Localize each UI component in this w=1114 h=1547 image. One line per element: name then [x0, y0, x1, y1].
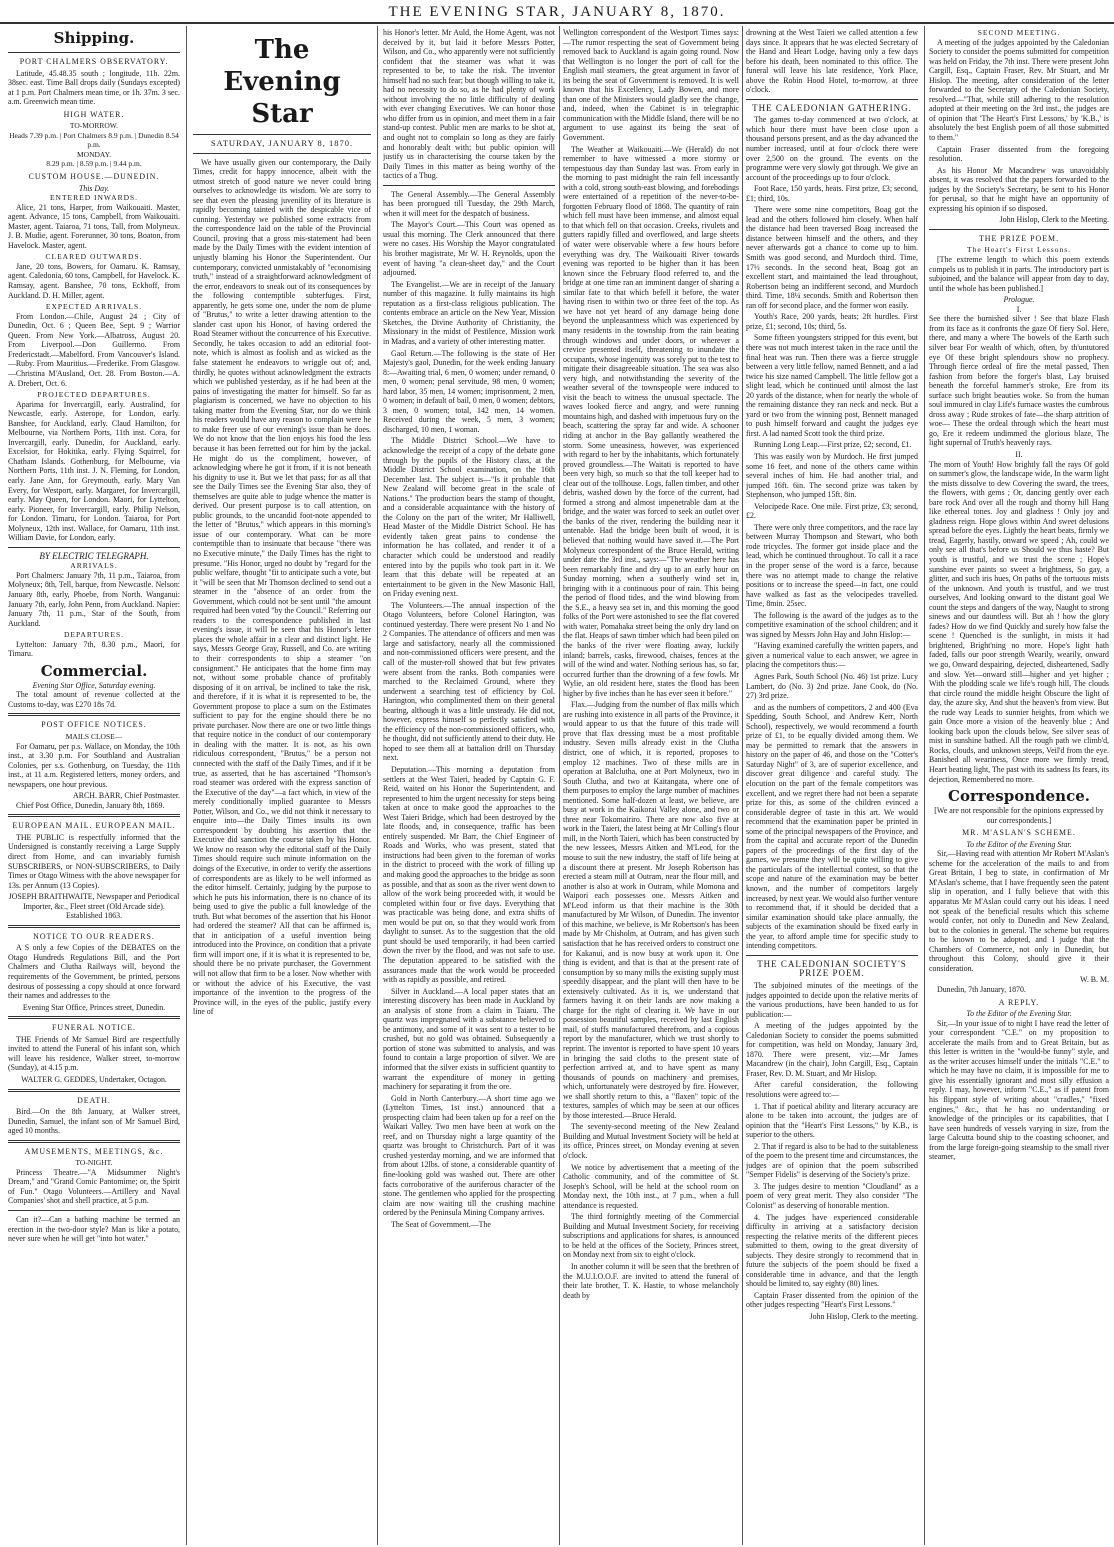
long-leap-text: This was easily won by Murdoch. He first jumped some 16 feet, and none of the others came within several inches of him. He had another trial, and jumped 16ft. 6in. The second prize was taken by Stephenson, who jumped 15ft. 8in.: [746, 451, 918, 500]
second-meeting-sign: John Hislop, Clerk to the Meeting.: [999, 215, 1109, 225]
entered-text: Alice, 21 tons, Harper, from Waikouaiti. Master, agent. Advance, 15 tons, Campbell, from Waikouaiti. Master, agent. Taiaroa, 71 tons, Tall, from Molyneux. J. B. Mudie, agent. Forerunner, 30 tons, Boaton, from Havelock. Master, agent.: [8, 202, 180, 250]
divider: [746, 99, 918, 100]
divider: [8, 814, 180, 817]
volunteers: The Volunteers.—The annual inspection of the Otago Volunteers, before Colonel Harington, was continued yesterday. There were present No 1 and No 2 Companies. The attendance of officers and men was large and satisfactory, nearly all the commissioned and non-commissioned officers were present, and the call of the muster-roll showed that but few privates were absent from the ranks. Both companies were marched to the Reclaimed Ground, where they underwent a searching test of efficiency by Col. Harington, who complimented them on their general bearing, although it was a little unsteady. He did not, however, express himself so perfectly satisfied with the efficiency of the non-commissioned officers, who, he thought, did not sufficiently attend to their duty. He hoped to see them all at battalion drill on Thursday next.: [383, 600, 555, 763]
projected-text: Aparima for Invercargill, early. Australind, for Newcastle, early. Asterope, for London, early. Banshee, for Auckland, early. Claud Hamilton, for Melbourne, via Northern Ports, 11th inst. Cora, for Invercargill, early. Dunedin, for Auckland, early. Excelsior, for Hokitika, early. Flying Squirrel, for Chatham Islands. Gothenburg, for Melbourne, via Northern Ports, 11th inst. J. N. Fleming, for London, early. Jane Ann, for Greymouth, early. Mary Van Every, for Westport, early. Margaret, for Invercargill, early. May Queen, for London. Maori, for Lyttelton, early. Pioneer, for Invercargill, early. Philip Nelson, for London. Timaru, for London. Taiaroa, for Port Molyneux, 12th inst. Wallace, for Oamaru, 11th inst. William Davie, for London, early.: [8, 399, 180, 543]
telegraph-title: BY ELECTRIC TELEGRAPH.: [39, 550, 149, 561]
column-divider: [924, 26, 925, 1545]
second-meeting-title: SECOND MEETING.: [977, 28, 1061, 37]
second-meeting-resolution: As his Honor Mr Macandrew was unavoidably absent, it was resolved that the papers forwarded to the judges by the Society's Secretary, be sent to his Honor for perusal, so that he might have an opportunity of expressing his opinion if so disposed.: [929, 165, 1109, 213]
poem-part-two: The morn of Youth! How brightly fall the rays Of gold on summer's glow, the landscape wide, In the warm light the mists dissolve to dew Covering the sward, the trees, the flowers, with gems ; Or, dancing gently over each bare rock And over all the rough and thorny hill Hang like ethereal tones. Joy and gladness ! Only joy and gladness reign. Hope glows within And sweet delusions spread before the eyes. Lightly the heart beats, firmly we tread, Eagerly, hastily, onward we speed ; Ah, could we only see all that's before us Should we thus haste? But youth is trustful, and we trust the scene ; Hope's sunshine ever paints so sweet a brightness, So gay, a glitter, and such iris hues, On paths of the tortuous mists of the unknown. And youth is trustful, and we trust ourselves, And looking onward to the distant goal We count the steps and dangers of the way, Naught to strong sinews and our dauntless will. But ah ! how the glory fades? How do we find Quickly and surely how false the scene ! Quenched is the sunlight, in mists it had brightened, Bright'ning no more. Hope's light hath faded, falls our poor strength Wearily, wearily, onward we go, Onward despairing, dejected, disheartened, Sadly and slow. Yet—onward still—higher and yet higher ; With the plodding scale we life's rough hill, The clouds that circle round the middle height Obscure the light of day, the azure sky, And shut the heaven's from view. But the rude way Leads to sunnier heights, from which we gain Once more a vision of the heavenly blue ; And looking back upon the clouds below, See silver seas of mist in sunshine bathed. All the rough path we climb'd, Rocks, clouds, and unknown steeps, Veil'd from the eye. Banished all weariness, Once more we firmly tread, Heart beating light, The past with its sadness Its fears, its dejection, Remembered no more.: [929, 459, 1109, 784]
column-divider: [377, 26, 378, 1545]
flax: Flax.—Judging from the number of flax mills which are rushing into existence in all parts of the Province, it would appear to us that the future of this trade will prove that flax dressing must be a most profitable industry. Seven mills already exist in the Clutha district, one of which, it is reported, proposes to employ 12 machines. Two of these mills are in operation at Balclutha, one at Port Molyneux, two in South Clutha, and two at Kaitangata, where one of them purposes to employ the large number of machines mentioned. Some half-dozen at least, we believe, are busy at work in the Kaikorai Valley alone, and two or three near Tokomairiro. There are now also five at work in the Taieri, the latest being at Mr Colling's flour mill, in the North Taieri, which has been constructed by the new lessees, Messrs Aitken and M'Leod, for the mouse to suit the new industry, the staff of life being at a discount there at present. Mr Joseph Robertson has erected a steam mill at Outram, near the flour mill, and another is also at work in Outram, while Momona and Waipori each possesses one. Messrs Aitken and M'Leod inform us that their machine is the 30th manufactured by Mr Wilson, of Dunedin. The inventor of this machine, we believe, is Mr Robertson's has been made by Mr Chisholm, at Outram, and has given such satisfaction that he has received orders to construct one for Kakanui, and is now busy at work upon it. One thing is evident, and that is that at the present rate of consumption by so many mills the existing supply must speedily disappear, and the plant will then have to be extensively cultivated. As it is, we understand that farmers having it on their lands are now making a charge for the right of clearing it. We have in our possession beautiful samples, received by last English mail, of stuffs manufactured therefrom, and a copious report by the manufacturer, which we trust shortly to reprint. The inventor is reported to have spent 10 years in bringing the said cloths to the present state of perfection arrived at, and to have spent as many thousands of pounds on machinery and premises, which, unfortunately were destroyed by fire. However, we shall shortly return to this, a "flaxen" topic of the textures, samples of which may be seen at our offices by those interested.—Bruce Herald.: [563, 700, 739, 1120]
evangelist: The Evangelist.—We are in receipt of the January number of this magazine. It fully maintains its high reputation as a first-class religious publication. The contents embrace an article on the New Year, Mission Sketches, the Divine Authority of Christianity, the Missionary in the midst of Pestilence, Mission work in Madras, and a variety of other interesting matter.: [383, 279, 555, 346]
funeral-text: THE Friends of Mr Samuel Bird are respectfully invited to attend the Funeral of his infant son, which will leave his residence, Walker street, to-morrow (Sunday), at 4.15 p.m.: [8, 1034, 180, 1073]
silver-in-auckland: Silver in Auckland.—A local paper states that an interesting discovery has been made in Auckland by an analysis of stone from a claim in Taiaru. The quartz was impregnated with a substance believed to be antimony, and some of it was sent to a tester to be crushed, but no gold was obtained. Subsequently a portion of stone was submitted to analysis, and was found to contain a large proportion of silver. We are informed that the silver exists in sufficient quantity to warrant the expenditure of money in getting machinery for separating it from the ore.: [383, 986, 555, 1092]
column-6: [929, 28, 1109, 1543]
prize-meeting: A meeting of the judges appointed by the Caledonian Society to consider the poems submitted for competition, was held on Monday, January 3rd, 1870. There were present, viz:—Mr James Macandrew (in the chair), John Cargill, Esq., Captain Fraser, Rev. D. M. Stuart, and Mr Hislop.: [746, 1021, 918, 1078]
expected-title: EXPECTED ARRIVALS.: [45, 302, 143, 312]
divider: [8, 1210, 180, 1211]
correspondence-heading: Correspondence.: [948, 787, 1090, 806]
scheme-to: To the Editor of the Evening Star.: [966, 839, 1072, 849]
column-4: [563, 28, 739, 1543]
column-3: [383, 28, 555, 1543]
scheme-date: Dunedin, 7th January, 1870.: [937, 984, 1026, 994]
commercial-heading: Commercial.: [40, 661, 148, 680]
reply-text: Sir,—In your issue of to night I have read the letter of your correspondent "C.E." on my proposition to accelerate the mails from and to Great Britain, but as this letter is written in the "would-be funny" style, and as the writer accuses himself under the initials "C.E." to which he may have no claim, it is impossible for me to give his essentially ignorant and most silly effusion a reply. I may, however, inform "C.E.," as if patent from his flippant style of writing about "cradles," "fixed engines," &c., that he has no understanding or knowledge of the principles or its capabilities, that I have seen hundreds of vessels varying in size, from the large Calcutta bound ship to the coasting schooner, and from the large foreign-going steamship to the small river steamer,: [929, 1018, 1109, 1162]
foot-race-text: There were some nine competitors, Boag got the lead and the others followed him closely. When half the distance had been traversed Boag increased the distance between himself and the others, and they never afterwards got a chance to come up to him. Smith was good second, and Murdoch third. Time, 17½ seconds. In the second heat, Boag got an excellent start, and maintained the lead throughout, Robertson being an indifferent second, and Murdoch third. Time, 18¼ seconds. Smith and Robertson then ran off for second place, and the former won easily.: [746, 205, 918, 310]
departures-title: DEPARTURES.: [63, 630, 125, 640]
high-water-title: HIGH WATER.: [63, 109, 125, 119]
award-quote: "Having examined carefully the written papers, and given a numerical value to each answer, we agree in placing the competitors thus:—: [746, 641, 918, 670]
divider: [8, 547, 180, 548]
divider: [8, 52, 180, 53]
mayors-court: The Mayor's Court.—This Court was opened as usual this morning. The Clerk announced that there were no cases. His Worship the Mayor congratulated his brother magistrate, Mr W. H. Reynolds, upon the event of having "a clean-sheet day," and the Court adjourned.: [383, 220, 555, 278]
second-meeting-text: A meeting of the judges appointed by the Caledonian Society to consider the poems submitted for competition was held on Friday, the 7th inst. There were present John Cargill, Esq., Captain Fraser, Rev. Mr Stuart, and Mr Hislop. The meeting, after consideration of the letter forwarded to the Secretary of the Caledonian Society, resolved—"That, while still adhering to the resolution adopted at their meeting on the 3rd inst., the judges are of opinion that 'The Heart's First Lessons,' by 'K.B.,' is absolutely the best English poem of all those submitted to them.": [929, 37, 1109, 143]
european-mail-sign: JOSEPH BRAITHWAITE, Newspaper and Periodical Importer, &c., Fleet street (Old Arcade side). Established 1863.: [8, 892, 180, 921]
masthead-rule: [0, 22, 1114, 24]
column-divider: [186, 26, 187, 1545]
caledonian-title: THE CALEDONIAN GATHERING.: [752, 102, 912, 113]
drowning-continued: drowning at the West Taieri we called attention a few days since. It appears that he was elected Secretary of the Hand and Heart Lodge, having only a few days before his death, been nominated to this office. The funeral will leave his late residence, York Place, above the Robin Hood Hotel, to-morrow, at three o'clock.: [746, 28, 918, 95]
column-divider: [559, 26, 560, 1545]
divider: [8, 1089, 180, 1092]
part-two: II.: [1015, 449, 1023, 459]
prize-resolution-4: 4. The judges have experienced considerable difficulty in arriving at a satisfactory decision respecting the relative merits of the different pieces submitted to them, owing to the great diversity of subjects. They desire strongly to recommend that in future the subjects of the poem should be fixed a considerable time in advance, and that the length should be limited to, say eighty (80) lines.: [746, 1212, 918, 1289]
projected-title: PROJECTED DEPARTURES.: [37, 390, 151, 400]
arrivals-text: Port Chalmers: January 7th, 11 p.m., Taiaroa, from Molyneux; 8th, Tell, barque, from Newcastle. Nelson: January 8th, early, Phoebe, from North. Wanganui: January 7th, early, John Penn, from Auckland. Napier: January 7th, 11 p.m., Star of the South, from Auckland.: [8, 570, 180, 628]
high-water-monday: MONDAY.: [77, 149, 111, 159]
scheme-sign: W. B. M.: [1080, 975, 1109, 985]
seat-of-government: The Seat of Government.—The: [391, 1219, 491, 1229]
commercial-text: The total amount of revenue collected at the Customs to-day, was £270 18s 7d.: [8, 690, 180, 709]
amusements-tonight: TO-NIGHT.: [75, 1158, 113, 1168]
divider: [8, 1140, 180, 1143]
velocipede-text: There were only three competitors, and the race lay between Murray Thompson and Stewart, who both rode tricycles. The former got inside place and the lead, which he continued throughout. To call it a race in the proper sense of the word is a farce, because there was no attempt made to change the relative positions or to increase the speed—in fact, one could have walked as fast as the velocipedes travelled. Time, 8min. 25sec.: [746, 522, 918, 609]
scheme-title: MR. M'ASLAN'S SCHEME.: [962, 828, 1076, 838]
prize-poem-heading: THE PRIZE POEM.: [978, 233, 1060, 243]
death-text: Bird.—On the 8th January, at Walker street, Dunedin, Samuel, the infant son of Mr Samuel Bird, aged 10 months.: [8, 1107, 180, 1136]
seat-continued: Wellington correspondent of the Westport Times says:—The rumor respecting the seat of Government being removed back to Auckland is again going round. Now that Wellington is no longer the port of call for the English mail steamers, the great argument in favor of its being the seat of Government is removed. It is well known that his Excellency, Lady Bowen, and more than one of the Ministers would gladly see the change, and, indeed, when the Cabinet is in telegraphic communication with the Middle Island, there will be no argument to use against its being the seat of Government.: [563, 28, 739, 143]
editorial-text: We have usually given our contemporary, the Daily Times, credit for happy innocence, albeit with the utmost stretch of good nature we never could bring ourselves to acknowledge its wisdom. We are sorry to see that even the pleasing juvenility of its literature is rapidly becoming tainted with the despicable vice of cunning. Yesterday we published some extracts from the correspondence laid on the table of the Provincial Council, proving that a gross mis-statement had been made by the Daily Times with the evident intention of unjustly blaming his Honor the Superintendent. Our contemporary, convicted unmistakably of "economising truth," instead of a straightforward acknowledgment of the error, endeavors to sneak out of its consequences by the following contemptible subterfuges. First, apparently, he gets some one, under the nom de plume of "Brutus," to write a letter drawing attention to the slander cast upon his Honor, of having ordered the Road Steamer without the concurrence of his Executive. Secondly, he takes occasion to add an editorial foot-note, which is almost as foolish and as wicked as the false statement he endeavors to wriggle out of; and, thirdly, he quotes without acknowledgment the extracts which we published yesterday, as if he had been at the pains of investigating the matter for himself. So far as plagiarism is concerned, we have no objection to his taking matter from the Evening Star, nor do we think his readers would have any reason to complain were he to make freer use of our evening's issue than he does. We do not know that the lion enjoys his food the less because it has been ferretted out for him by the jackal. He might do us the compliment, however, of acknowledging where he got it from, if it is not beneath his dignity to use it. But we let that pass; for as all that see the Daily Times see the Evening Star also, they of themselves are quite able to judge whence the matter is derived. Our present purpose is to call attention, on public grounds, to the uncandid foot-note appended to the letter of "Brutus," which appears in this morning's issue of our contemporary. What can be more contemptible than to insinuate that because "there was no Executive minute," the Daily Times has the right to presume. "His Honor, urged no doubt by "regard for the public welfare, thought "fit to anticipate such a vote, but it "will be seen that Mr Thomson declined to send out a steamer in the "absence of an order from the Government, which could not be sent until "the amount required had been voted "by the Council." Referring our readers to the correspondence published in last evening's issue, it will be seen that his Honor's letter places the whole affair in a clear and distinct light. He says, Messrs George Gray, Russell, and Co. are writing to their correspondents to ship a steamer "on consignment." He anticipates that the home firm may not, without some probable chance of profitably disposing of it on arrival, be inclined to take the risk, and therefore, if it is what it is represented to be, the Government propose to place a sum on the Estimates sufficient to pay for the engine should there be no private purchaser. Now there are one or two little things that require notice in the conduct of our contemporary in dealing with the matter. It is not, as his own ridiculous correspondent, "Brutus," be a person not connected with the staff of the Daily Times, and if it be true, as asserted, that he has ascertained "Thomson's road steamer was ordered with the express sanction of the Executive of the day"—a fact which, in view of the merely conditionally implied guarantee to Messrs Potter, Wilson, and Co., we did not think it necessary to enquire into—the Daily Times insults its own correspondent by doubting his assertion that the Executive did sanction the course taken by his Honor. We know no reason why the editorial staff of the Daily Times should require such minute information on the doings of the Executive, in order to verify the assertions of correspondents are as likely to be well informed as the editor himself. Certainly, judging by the purpose to which he puts his information, there is no chance of its being used to give the public a full knowledge of the truth. But what becomes of the assertion that his Honor had ordered the steamer? All that can be affirmed is, that in anticipation of a useful invention being introduced into the Province, on condition that a private firm will import one, if it is what it is represented to be, should there be no private purchaser, the Government will not allow that firm to be a loser. Now whether with or without the advice of his Executive, the vast importance of the invention to the progress of the Province will, in the eyes of the public, justify every line of: [193, 157, 371, 1017]
observatory-title: PORT CHALMERS OBSERVATORY.: [19, 57, 169, 66]
youths-race: Youth's Race, 200 yards, heats; 2ft hurdles. First prize, £1; second, 10s; third, 5s.: [746, 312, 918, 331]
prize-sign: John Hislop, Clerk to the meeting.: [809, 1312, 918, 1321]
reply-title: A REPLY.: [998, 997, 1040, 1007]
high-water-row: Heads 7.39 p.m. | Port Chalmers 8.9 p.m. | Dunedin 8.54 p.m.: [9, 130, 179, 150]
divider: [8, 925, 180, 928]
post-office-sign: ARCH. BARR, Chief Postmaster.: [73, 791, 180, 801]
general-assembly: The General Assembly.—The General Assembly has been prorogued till Tuesday, the 29th March, when it will meet for the despatch of business.: [383, 189, 555, 218]
divider: [8, 1016, 180, 1019]
column-divider: [742, 26, 743, 1545]
column-5: [746, 28, 918, 1543]
mails-close: MAILS CLOSE—: [65, 732, 123, 741]
prize-poem-title: THE CALEDONIAN SOCIETY'S PRIZE POEM.: [757, 958, 907, 979]
post-office-date: Chief Post Office, Dunedin, January 8th, 1869.: [16, 800, 165, 810]
divider: [383, 185, 555, 186]
amusements-text: Princess Theatre.—"A Midsummer Night's Dream," and "Grand Comic Pantomime; or, the Spirit of Fun." Otago Volunteers.—Artillery and Naval Companies' shot and shell practice, at 5 p.m.: [8, 1167, 180, 1206]
award-text: and as the numbers of competitors, 2 and 400 (Eva Spedding, South School, and Andrew Kerr, North School), respectively, we would recommend a fourth prize of £1, to be equally divided among them. We may be permitted to remark that the answers in history on the paper of 46, and those on the "Cotter's Saturday Night" of 3, are of superior excellence, and discover great diligence and careful study. The elocution on the part of the female competitors was excellent, and we regret there had not been a separate prize for this, as some of the children evinced a considerable degree of taste in this art. We would recommend that the examination paper be printed in some of the principal newspapers of the Province, and from the capital and accurate report of the Dunedin papers of the proceedings of the first day of the games, we presume they will be quite willing to give the particulars of the intellectual contest, so that the scope and nature of the examination may be better known, and the number of competitors largely increased, by next year. We would also further venture to recommend that, if it should be decided that a similar examination should take place annually, the subjects of the examination should be fixed early in the year, to afford ample time for specific study to intending competitors.: [746, 702, 918, 951]
reply-to: To the Editor of the Evening Star.: [966, 1009, 1072, 1019]
funeral-title: FUNERAL NOTICE.: [52, 1023, 136, 1033]
funeral-notice: In another column it will be seen that the brethren of the M.U.I.O.O.F. are invited to attend the funeral of their late brother, T. K. Hastie, to whose melancholy death by: [563, 1262, 739, 1300]
european-mail-text: THE PUBLIC is respectfully informed that the Undersigned is constantly receiving a Large Supply direct from Home, and can invariably furnish SUBSCRIBERS, or NON-SUBSCRIBERS, to Daily Times or Otago Witness with the above newspaper for 13s. per Annum (13 Copies).: [8, 832, 180, 890]
weather-waikouaiti: The Weather at Waikouaiti.—We (Herald) do not remember to have witnessed a more stormy or tempestuous day than Sunday last was. From early in the morning to past midnight the rain fell incessantly with a cold, strong south-east blowing, and forebodings were entertained of a repetition of the never-to-be-forgotten February flood of 1868. The quantity of rain which fell must have been immense, and almost equal to that which fell on that occasion. Creeks, rivulets and gutters rapidly filled and overflowed, and large sheets of water were observable where a few hours before everything was dry. The Waikouaiti River towards evening was reported to be higher than it has been known since the February flood referred to, and the bridge at one time ran an imminent danger of sharing a similar fate to that which befell it before, the water having risen to within two or three feet of the top. As we have not yet heard of any damage being done beyond the unpleasantness which was experienced by many residents in the township from the rain beating through windows and under doors, or wherever a crevice presented itself, threatening to inundate the occupants, whose ingenuity was sorely put to the test to mitigate their disagreeable situation. The sea was also very high, and notwithstanding the severity of the weather several of the townspeople were induced to visit the beach to witness the unusual spectacle. The waves looked fierce and angry, and were running mountains high, and dashed with impetuous fury on the beach, scattering the spray far and wide. A schooner riding at anchor in the Bay gallantly weathered the storm. Some uneasiness, however, was experienced with regard to her by the inhabitants, which fortunately proved groundless.—The Waitati is reported to have been very high, so much so that the toll keeper had to clear out of the tollhouse. Logs, fallen timber, and other debris, washed down by the force of the current, had formed a strong and almost impenetrable dam at the bridge, and the water was forced to seek an outlet over the banks of the river, rendering the building near it untenable. Had the bridge been built of wood, it is believed that nothing would have saved it.—The Port Molyneux correspondent of the Bruce Herald, writing under date the 3rd inst., says:—"The weather here has been remarkably fine and dry up to an early hour on Sunday morning, when a southerly wind set in, bringing with it a continuous pour of rain. This being the period of flood tides, and the wind blowing from the S.E., a heavy sea set in, and this morning the good folks of the Port were astonished to see the flat covered with water, Pomahaka street being the only dry land on the flat. Heaps of sawn timber which had been piled on the banks of the river were floating away, luckily inland; barrels, casks, firewood, chaises, fences at the will of the wind and water. Nothing serious has, so far, occurred further than the drowning of a few fowls. Mr Wylie, an old resident here, states the flood has been higher by five inches than he has ever seen it before.": [563, 144, 739, 698]
arrivals-title: ARRIVALS.: [70, 561, 118, 571]
funeral-sign: WALTER G. GEDDES, Undertaker, Octagon.: [21, 1074, 167, 1084]
gold-in-north-canterbury: Gold in North Canterbury.—A short time ago we (Lyttelton Times, 1st inst.) announced that a prospecting claim had been taken up for a reef on the Waikari Valley. Two men have been at work on the reef, and on Thursday night a large quantity of the quartz was brought to Christchurch. Part of it was crushed yesterday morning, and we are informed that from about 12lbs. of stone, a considerable quantity of fine-looking gold was washed out. There are other facts corroborative of the auriferous character of the stone. The gentlemen who applied for the prospecting claim are now waiting till the crushing machine ordered by the Peninsula Mining Company arrives.: [383, 1093, 555, 1218]
prize-intro: The subjoined minutes of the meetings of the judges appointed to decide upon the relative merits of the various productions, have been handed to us for publication:—: [746, 980, 918, 1019]
foot-race: Foot Race, 150 yards, heats. First prize, £3; second, £1; third, 10s.: [746, 184, 918, 203]
expected-text: From London.—Chile, August 24 ; City of Dunedin, Oct. 6 ; Queen Bee, Sept. 9 ; Warrior Queen. From New York.—Albatross, August 20. From Liverpool.—Don Guillermo. From Fredericstadt.—Mabelford. From Vancouver's Island.—Ruby. From Mauritius.—Frederike. From Glasgow.—Christina M'Ausland, Oct. 28. From Boston.—A. A. Drebert, Oct. 6.: [8, 311, 180, 388]
editorial-continued: his Honor's letter. Mr Auld, the Home Agent, was not deceived by it, but laid it before Messrs Potter, Wilson, and Co., who apparently were not sufficiently confident that the steamer was what it was represented to be, to take the risk. The inventor himself had no such fear; but though willing to take it, had no necessity to do so, as he had plenty of work without involving the no little difficulty of dealing with ever changing Executives. We can honor those who differ from us in opinion, and meet them in a fair stand-up contest. Public men are marks to be shot at, and ought not to complain so long as they are fairly and honorably dealt with; but public opinion will justify us in characterising the course taken by the Daily Times in this matter as being worthy of the tactics of a Thug.: [383, 28, 555, 181]
youths-race-text: Some fifteen youngsters stripped for this event, but there was not much interest taken in the race until the final heat was run. Then there was a fierce struggle between a very little fellow, named Bennett, and a lad twice his size named Campbell. The little fellow got a slight lead, which he continued until almost the last 20 yards of the distance, when for nearly the whole of the remaining distance they ran neck and neck. But a yard or two from the winning post, Bennett managed to push himself forward and caught the judges eye first. A lad named Scott took the third prize.: [746, 333, 918, 438]
high-water-row: 8.29 p.m. | 8.59 p.m. | 9.44 p.m.: [46, 159, 142, 169]
divider: [746, 955, 918, 956]
deputation: Deputation.—This morning a deputation from settlers at the West Taieri, headed by Captain G. F. Reid, waited on his Honor the Superintendent, and represented to him the urgent necessity for steps being taken at once to make good the approaches to the West Taieri Bridge, which had been destroyed by the late floods, and, in consequence, traffic has been entirely suspended. Mr Barr, the Chief Engineer of Roads and Works, who was present, stated that instructions had been given to the foreman of works in the district to proceed with the work of filling up and making good the approaches to the bridge as soon as possible, and that as soon as the river went down to allow of the work being proceeded with, it would be completed within four or five days. Everything that was practicable was being done, and extra shifts of men would be put on, so that they would work from daylight to sunset. As to the suggestion that the old punt should be used temporarily, it had been carried down the river by the flood, and was not safe to use. The deputation appeared to be satisfied with the assurances made that the work would be proceeded with as rapidly as possible, and retired.: [383, 765, 555, 985]
readers-notice-sign: Evening Star Office, Princes street, Dunedin.: [22, 1002, 166, 1012]
seventy-second-meeting: The seventy-second meeting of the New Zealand Building and Mutual Investment Society will be held at its office, Princes street, on Monday evening at seven o'clock.: [563, 1122, 739, 1160]
observatory-text: Latitude, 45.48.35 south ; longitude, 11h. 22m. 38sec. east. Time Ball drops daily (Sundays excepted) at 1 p.m. Port Chalmers mean time, or 1h. 37m. 3 sec. a.m. Greenwich mean time.: [8, 68, 180, 107]
prize-resolution-1: 1. That if poetical ability and literary accuracy are alone to be taken into account, the judges are of opinion that the "Heart's First Lessons," by K.B., is superior to the others.: [746, 1101, 918, 1140]
scheme-text: Sir,—Having read with attention Mr Robert M'Aslan's scheme for the acceleration of the mails to and from Great Britain, I beg to state, in confirmation of Mr M'Aslan's scheme, that I have frequently seen the patent slip in operation, and I fully believe that with this apparatus Mr M'Aslan could carry out his ideas. I need not speak of the beneficial results which this scheme would confer, not only to Dunedin and New Zealand, but to the colonies in general. The scheme but requires to be known to be adopted, and I judge that the Chambers of Commerce, not only in Dunedin, but throughout this Colony, should give it their consideration.: [929, 849, 1109, 973]
masthead: THE EVENING STAR, JANUARY 8, 1870.: [388, 4, 726, 20]
award-intro: The following is the award of the judges as to the competitive examination of the school children; and it was signed by Messrs John Hay and John Hislop:—: [746, 610, 918, 639]
death-title: DEATH.: [77, 1095, 111, 1105]
divider: [193, 153, 371, 154]
shipping-heading: Shipping.: [53, 29, 135, 47]
prize-dissent: Captain Fraser dissented from the opinion of the other judges respecting "Heart's First Lessons.": [746, 1290, 918, 1310]
prize-resolutions: After careful consideration, the following resolutions were agreed to:—: [746, 1080, 918, 1099]
poem-part-one: See there the burnished silver ! See that blaze Flash from its face as it confronts the gaze Of fiery Sol. Here, there, and many a where The bowels of the Earth such silver bear For wealth of which, often, by th'untutored eye Of these bright splendours show no prophecy. Through fierce ordeal of fire the metal passed, Then fashion from before the forger's blast, Lay bruised beneath the forceful hammer's stroke, Ere from its surface such bright beauties woke. So from the human soul immured in clay Life's furnace wastes the cumbrous dross away ; Rude strokes of fate—the sharp attrition of woe— These the ordeal through which the heart must go, Ere it redeem undimmed the glorious blaze, The light supernal of Truth's heavenly rays.: [929, 314, 1109, 448]
customs-title: CUSTOM HOUSE.—DUNEDIN.: [28, 172, 160, 182]
poem-subtitle: The Heart's First Lessons.: [966, 245, 1071, 255]
post-office-title: POST OFFICE NOTICES.: [41, 720, 147, 730]
entered-title: ENTERED INWARDS.: [49, 193, 139, 203]
issue-date: SATURDAY, JANUARY 8, 1870.: [210, 138, 354, 148]
readers-notice-text: A S only a few Copies of the DEBATES on the Otago Hundreds Regulations Bill, and the Port Chalmers and Clutha Railways will, beyond the requirements of the Government, be printed, persons desirous of possessing a copy should at once forward their names and addresses to the: [8, 943, 180, 1001]
caledonian-intro: The games to-day commenced at two o'clock, at which hour there must have been close upon a thousand persons present, and as the day advanced the number increased, until at four o'clock there were over 2,500 on the ground. The events on the programme were very slowly got through. We give an account of the proceedings up to four o'clock.: [746, 115, 918, 182]
this-day: This Day.: [78, 183, 110, 193]
column-1: [8, 28, 180, 1543]
column-2: [193, 28, 371, 1543]
poem-intro: [The extreme length to which this poem extends compels us to publish it in parts. The introductory part is subjoined, and the balance will appear from day to day, until the whole has been published.]: [929, 255, 1109, 293]
divider: [8, 713, 180, 716]
commercial-office: Evening Star Office, Saturday evening.: [32, 680, 156, 690]
prologue: Prologue.: [1003, 295, 1035, 305]
prize-resolution-2: 2. That if regard is also to be had to the suitableness of the poem to the present time and circumstances, the judges are of opinion that the poem subscribed "Semper Fidelis" is deserving of the Society's prize.: [746, 1141, 918, 1180]
velocipede-race: Velocipede Race. One mile. First prize, £3; second, £2.: [746, 501, 918, 521]
readers-notice-title: NOTICE TO OUR READERS.: [33, 931, 155, 941]
newspaper-title: The Evening Star: [223, 35, 341, 129]
correspondence-note: [We are not responsible for the opinions expressed by our correspondents.]: [934, 806, 1104, 825]
third-meeting: The third fortnightly meeting of the Commercial Building and Mutual Investment Society, for receiving subscriptions and applications for shares, is announced to be held at the offices of the Society, Princes street, on Monday next from six to eight o'clock.: [563, 1212, 739, 1260]
divider: [929, 229, 1109, 230]
cleared-text: Jane, 20 tons, Bowers, for Oamaru. K. Ramsay, agent. Caledonia, 60 tons, Campbell, for Havelock. K. Ramsay, agent. Banshee, 70 tons, Eckhoff, from Auckland. D. H. Miller, agent.: [8, 261, 180, 300]
catholic-notice: We notice by advertisement that a meeting of the Catholic community, and of the committee of St. Joseph's School, will be held at the school room on Monday next, the 10th inst., at 7 p.m., when a full attendance is requested.: [563, 1162, 739, 1210]
gaol-return: Gaol Return.—The following is the state of Her Majesty's gaol, Dunedin, for the week ending January 8:—Awaiting trial, 6 men, 0 women; under remand, 0 men, 0 women; penal servitude, 98 men, 0 women; hard labor, 35 men, 14 women; imprisonment, 2 men, 0 women; in default of bail, 0 men, 0 women; debtors, 3 men, 0 women; total, 142 men, 14 women. Received during the week, 5 men, 3 women; discharged, 10 men, 1 woman.: [383, 348, 555, 434]
departures-text: Lyttelton: January 7th, 8.30 p.m., Maori, for Timaru.: [8, 639, 180, 659]
european-mail-title: EUROPEAN MAIL. EUROPEAN MAIL.: [12, 821, 176, 831]
post-office-text: For Oamaru, per p.s. Wallace, on Monday, the 10th inst., at 3.30 p.m. For Southland and Australian Colonies, per s.s. Gothenburg, on Tuesday, the 11th inst., at 11 a.m. Registered letters, money orders, and newspapers, one hour previous.: [8, 741, 180, 789]
divider: [193, 134, 371, 135]
high-water-tomorrow: TO-MORROW.: [69, 121, 119, 131]
prize-resolution-3: 3. The judges desire to mention "Cloudland" as a poem of very great merit. They also consider "The Colonist" as deserving of honorable mention.: [746, 1181, 918, 1210]
amusements-title: AMUSEMENTS, MEETINGS, &c.: [24, 1146, 164, 1156]
second-meeting-dissent: Captain Fraser dissented from the foregoing resolution.: [929, 144, 1109, 164]
middle-district-school: The Middle District School.—We have to acknowledge the receipt of a copy of the debate gone through by the pupils of the History class, at the Middle District School examination, on the 16th December last. The subject is—"Is it probable that New Zealand will become great in the scale of Nations." The production bears the stamp of thought, and a considerable acquaintance with the history of the Colony on the part of the writer, Mr Halliwell, Head Master of the Middle District School. He has evidently taken great pains to condense the information he has collated, and render it of a character which could be understood and readily entered into by the pupils who took part in it. We learn that this debate will be repeated at an entertainment to be given in the New Masonic Hall, on Friday evening next.: [383, 436, 555, 599]
long-leap: Running Long Leap.—First prize, £2; second, £1.: [754, 440, 912, 450]
award-list: Agnes Park, South School (No. 46) 1st prize. Lucy Lambert, do (No. 3) 2nd prize. Jane Cook, do (No. 27) 3rd prize.: [746, 672, 918, 701]
part-one: I.: [1016, 304, 1022, 314]
bottom-text: Can it?—Can a bathing machine be termed an erection in the two-door style? Man is like a potato, never sure when he will get "into hot water.": [8, 1214, 180, 1244]
cleared-title: CLEARED OUTWARDS.: [45, 252, 143, 262]
